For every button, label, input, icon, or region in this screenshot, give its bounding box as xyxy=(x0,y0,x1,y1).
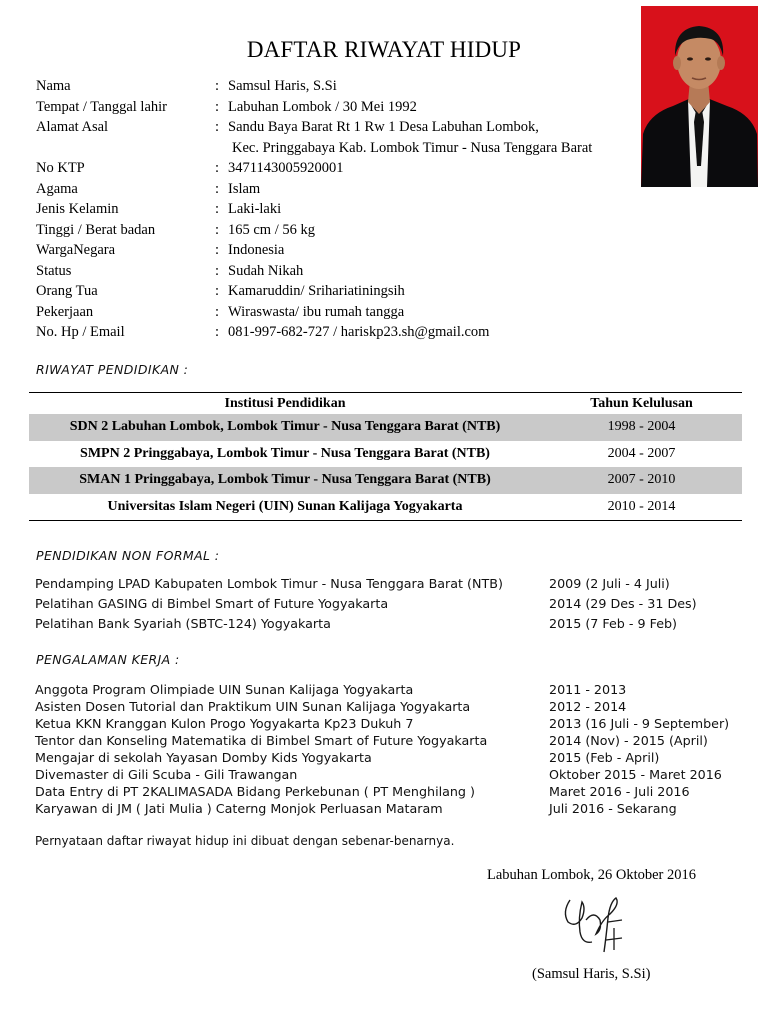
bio-colon: : xyxy=(215,262,220,279)
bio-label: No KTP xyxy=(36,160,85,176)
list-item-date: 2015 (Feb - April) xyxy=(549,750,660,765)
bio-label: Tempat / Tanggal lahir xyxy=(36,98,167,115)
place-and-date: Labuhan Lombok, 26 Oktober 2016 xyxy=(487,867,697,883)
list-item-text: Anggota Program Olimpiade UIN Sunan Kalijaga Yogyakarta xyxy=(35,682,414,697)
table-row xyxy=(29,467,742,494)
document-title: DAFTAR RIWAYAT HIDUP xyxy=(246,37,522,62)
signer-name: (Samsul Haris, S.Si) xyxy=(532,966,651,982)
list-item-text: Divemaster di Gili Scuba - Gili Trawangan xyxy=(35,767,298,782)
list-item-date: 2009 (2 Juli - 4 Juli) xyxy=(549,576,670,591)
column-header-year: Tahun Kelulusan xyxy=(590,395,693,411)
bio-colon: : xyxy=(215,324,220,340)
bio-value: Laki-laki xyxy=(228,201,282,217)
year-cell: 2004 - 2007 xyxy=(607,445,676,461)
education-table xyxy=(29,392,742,521)
bio-value: 165 cm / 56 kg xyxy=(228,221,315,238)
bio-label: Pekerjaan xyxy=(36,303,94,320)
education-heading: RIWAYAT PENDIDIKAN : xyxy=(36,362,189,377)
list-item-text: Ketua KKN Kranggan Kulon Progo Yogyakarta Kp23 Dukuh 7 xyxy=(35,716,414,731)
list-item-date: 2011 - 2013 xyxy=(549,682,627,697)
institution-cell: Universitas Islam Negeri (UIN) Sunan Kalijaga Yogyakarta xyxy=(107,498,463,514)
year-cell: 2007 - 2010 xyxy=(607,472,676,488)
bio-value: Samsul Haris, S.Si xyxy=(228,78,337,94)
list-item-date: Maret 2016 - Juli 2016 xyxy=(549,784,690,799)
signature-image xyxy=(556,890,636,965)
bio-colon: : xyxy=(215,283,220,299)
bio-label: Orang Tua xyxy=(36,283,98,299)
list-item-date: Oktober 2015 - Maret 2016 xyxy=(549,767,722,782)
bio-label: Nama xyxy=(36,78,71,94)
list-item-date: 2014 (Nov) - 2015 (April) xyxy=(549,733,708,748)
non-formal-heading: PENDIDIKAN NON FORMAL : xyxy=(36,548,220,563)
bio-colon: : xyxy=(215,119,220,135)
bio-value: Islam xyxy=(228,180,261,197)
bio-label: Agama xyxy=(36,180,78,197)
bio-value: 081-997-682-727 / hariskp23.sh@gmail.com xyxy=(228,324,490,340)
bio-label: Tinggi / Berat badan xyxy=(36,221,156,238)
list-item-date: 2014 (29 Des - 31 Des) xyxy=(549,596,697,611)
year-cell: 1998 - 2004 xyxy=(607,419,676,435)
list-item-text: Pelatihan GASING di Bimbel Smart of Future Yogyakarta xyxy=(35,596,389,611)
bio-colon: : xyxy=(215,160,220,176)
year-cell: 2010 - 2014 xyxy=(607,498,676,514)
profile-photo xyxy=(641,6,758,187)
bio-colon: : xyxy=(215,201,220,217)
table-row xyxy=(29,494,742,521)
bio-label: Alamat Asal xyxy=(36,119,109,135)
bio-colon: : xyxy=(215,180,220,197)
table-row xyxy=(29,414,742,441)
list-item-text: Karyawan di JM ( Jati Mulia ) Caterng Monjok Perluasan Mataram xyxy=(35,801,443,816)
bio-value: Wiraswasta/ ibu rumah tangga xyxy=(228,303,405,320)
list-item-text: Pelatihan Bank Syariah (SBTC-124) Yogyakarta xyxy=(35,616,331,631)
list-item-date: 2012 - 2014 xyxy=(549,699,627,714)
bio-value: 3471143005920001 xyxy=(228,160,344,176)
bio-value: Kamaruddin/ Srihariatiningsih xyxy=(228,283,405,299)
table-row xyxy=(29,441,742,468)
institution-cell: SMPN 2 Pringgabaya, Lombok Timur - Nusa Tenggara Barat (NTB) xyxy=(80,445,490,461)
bio-colon: : xyxy=(215,242,220,258)
bio-colon: : xyxy=(215,221,220,238)
list-item-date: 2013 (16 Juli - 9 September) xyxy=(549,716,730,731)
institution-cell: SMAN 1 Pringgabaya, Lombok Timur - Nusa Tenggara Barat (NTB) xyxy=(79,472,491,488)
bio-value: Sandu Baya Barat Rt 1 Rw 1 Desa Labuhan Lombok, xyxy=(228,119,539,135)
list-item-text: Pendamping LPAD Kabupaten Lombok Timur - Nusa Tenggara Barat (NTB) xyxy=(35,576,503,591)
education-table-header xyxy=(29,393,742,414)
bio-value: Sudah Nikah xyxy=(228,262,304,279)
bio-label: WargaNegara xyxy=(36,242,116,258)
list-item-date: 2015 (7 Feb - 9 Feb) xyxy=(549,616,678,631)
declaration-statement: Pernyataan daftar riwayat hidup ini dibuat dengan sebenar-benarnya. xyxy=(35,834,455,848)
list-item-text: Tentor dan Konseling Matematika di Bimbel Smart of Future Yogyakarta xyxy=(35,733,488,748)
bio-colon: : xyxy=(215,78,220,94)
work-heading: PENGALAMAN KERJA : xyxy=(36,652,180,667)
bio-label: Jenis Kelamin xyxy=(36,201,119,217)
list-item-text: Mengajar di sekolah Yayasan Domby Kids Yogyakarta xyxy=(35,750,372,765)
bio-value-continuation: Kec. Pringgabaya Kab. Lombok Timur - Nusa Tenggara Barat xyxy=(232,139,593,156)
bio-colon: : xyxy=(215,98,220,115)
list-item-date: Juli 2016 - Sekarang xyxy=(549,801,677,816)
bio-value: Labuhan Lombok / 30 Mei 1992 xyxy=(228,98,417,115)
column-header-institution: Institusi Pendidikan xyxy=(224,395,346,411)
list-item-text: Data Entry di PT 2KALIMASADA Bidang Perkebunan ( PT Menghilang ) xyxy=(35,784,475,799)
institution-cell: SDN 2 Labuhan Lombok, Lombok Timur - Nusa Tenggara Barat (NTB) xyxy=(69,419,501,435)
list-item-text: Asisten Dosen Tutorial dan Praktikum UIN Sunan Kalijaga Yogyakarta xyxy=(35,699,471,714)
bio-colon: : xyxy=(215,303,220,320)
bio-label: No. Hp / Email xyxy=(36,324,125,340)
bio-label: Status xyxy=(36,262,72,279)
bio-value: Indonesia xyxy=(228,242,285,258)
